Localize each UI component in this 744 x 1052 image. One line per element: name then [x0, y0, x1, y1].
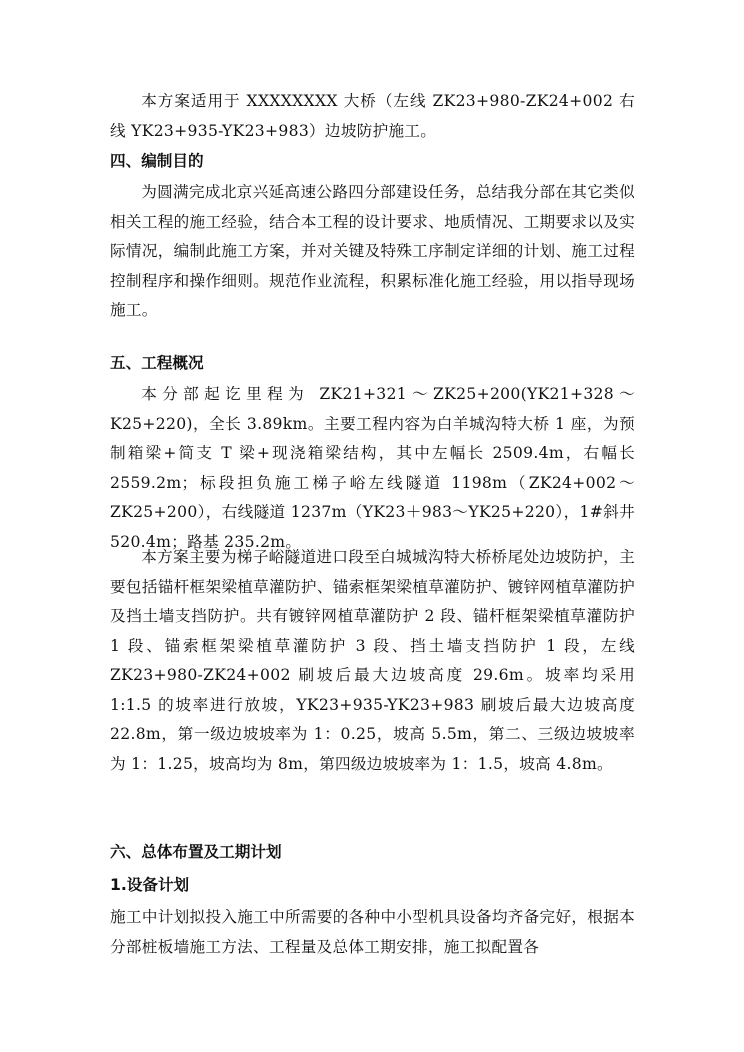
heading-overview: 五、工程概况	[110, 354, 204, 372]
heading-layout-schedule: 六、总体布置及工期计划	[110, 843, 282, 861]
purpose-paragraph: 为圆满完成北京兴延高速公路四分部建设任务，总结我分部在其它类似相关工程的施工经验，结合本工程的设计要求、地质情况、工期要求以及实际情况，编制此施工方案，并对关键及特殊工序制定详细的计划、施工过程控制程序和操作细则。规范作业流程，积累标准化施工经验，用以指导现场施工。	[110, 183, 635, 319]
heading-purpose: 四、编制目的	[110, 152, 204, 170]
equipment-paragraph: 施工中计划拟投入施工中所需要的各种中小型机具设备均齐备完好，根据本分部桩板墙施工方法、工程量及总体工期安排，施工拟配置各	[110, 908, 635, 956]
overview-paragraph-2: 本方案主要为梯子峪隧道进口段至白城城沟特大桥桥尾处边坡防护，主要包括锚杆框架梁植草灌防护、锚索框架梁植草灌防护、镀锌网植草灌防护及挡土墙支挡防护。共有镀锌网植草灌防护 2 段、锚杆框架梁植草灌防护 1 段、锚索框架梁植草灌防护 3 段、挡土墙支挡防护 1 段，左线 ZK23+980-ZK24+002 刷坡后最大边坡高度 29.6m。坡率均采用 1:1.5 的坡率进行放坡，YK23+935-YK23+983 刷坡后最大边坡高度 22.8m，第一级边坡坡率为 1：0.25，坡高 5.5m，第二、三级边坡坡率为 1：1.25，坡高均为 8m，第四级边坡坡率为 1：1.5，坡高 4.8m。	[110, 548, 635, 773]
heading-equipment: 1.设备计划	[110, 876, 190, 894]
scope-paragraph: 本方案适用于 XXXXXXXX 大桥（左线 ZK23+980-ZK24+002 右线 YK23+935-YK23+983）边坡防护施工。	[110, 92, 635, 140]
overview-paragraph-1: 本分部起讫里程为 ZK21+321～ZK25+200(YK21+328～K25+220)，全长 3.89km。主要工程内容为白羊城沟特大桥 1 座，为预制箱梁+简支 T 梁+现浇箱梁结构，其中左幅长 2509.4m，右幅长 2559.2m；标段担负施工梯子峪左线隧道 1198m（ZK24+002～ZK25+200），右线隧道 1237m（YK23＋983～YK25+220），1#斜井 520.4m；路基 235.2m。	[110, 385, 635, 551]
